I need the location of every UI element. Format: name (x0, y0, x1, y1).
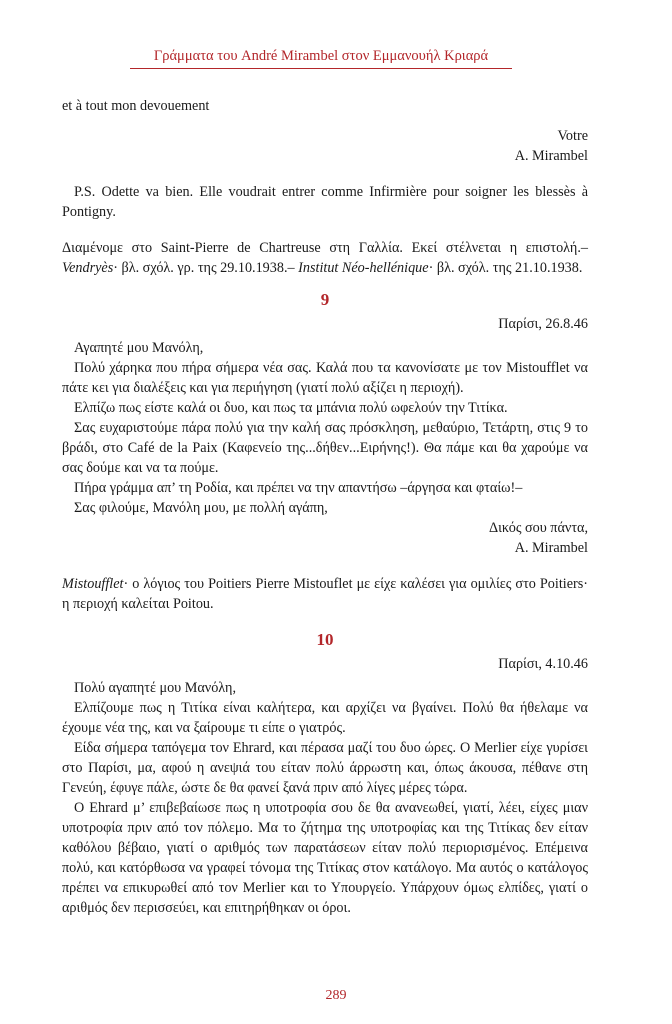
letter-paragraph: Ελπίζουμε πως η Τιτίκα είναι καλήτερα, και αρχίζει να βγαίνει. Πολύ θα ήθελαμε να έχουμε νέα της, και να ξαίρουμε τι είπε ο γιατρός. (62, 700, 588, 736)
letter-closing: et à tout mon devouement (62, 98, 210, 114)
commentary-note: Διαμένομε στο Saint-Pierre de Chartreuse στη Γαλλία. Εκεί στέλνεται η επιστολή.– Vendryès· βλ. σχόλ. γρ. της 29.10.1938.– Institut Néo-hellénique· βλ. σχόλ. της 21.10.1938. (62, 240, 588, 276)
letter-paragraph: Σας ευχαριστούμε πάρα πολύ για την καλή σας πρόσκληση, μεθαύριο, Τετάρτη, στις 9 το βράδι, στο Café de la Paix (Καφενείο της...δήθεν...Ειρήνης!). Θα πάμε και θα χαρούμε να σας δούμε και να τα πούμε. (62, 420, 588, 476)
signature-name: A. Mirambel (514, 148, 588, 164)
place-date: Παρίσι, 4.10.46 (498, 656, 588, 672)
page-body (62, 96, 588, 918)
place-date: Παρίσι, 26.8.46 (498, 316, 588, 332)
letter-number: 10 (316, 630, 334, 649)
postscript: P.S. Odette va bien. Elle voudrait entrer comme Infirmière pour soigner les blessès à Pontigny. (62, 184, 588, 220)
salutation: Πολύ αγαπητέ μου Μανόλη, (74, 680, 237, 696)
letter-paragraph: Σας φιλούμε, Μανόλη μου, με πολλή αγάπη, (74, 500, 328, 516)
letter-paragraph: Είδα σήμερα ταπόγεμα τον Ehrard, και πέρασα μαζί του δυο ώρες. Ο Merlier είχε γυρίσει στο Παρίσι, μα, αφού η ανεψιά του είταν πολύ άρρωστη και, όπως άκουσα, πέθανε στη Γενεύη, έφυγε πάλε, ώστε δε θα φανεί ξανά πριν από λίγες μέρες τώρα. (62, 740, 588, 796)
running-title: Γράμματα του André Mirambel στον Εμμανουήλ Κριαρά (153, 48, 489, 64)
letter-paragraph: Πολύ χάρηκα που πήρα σήμερα νέα σας. Καλά που τα κανονίσατε με τον Mistoufflet να πάτε κει για διαλέξεις και για περιήγηση (γιατί πολύ αξίζει η περιοχή). (62, 360, 588, 396)
commentary-note: Mistoufflet· ο λόγιος του Poitiers Pierre Mistouflet με είχε καλέσει για ομιλίες στο Poitiers· η περιοχή καλείται Poitou. (62, 576, 588, 612)
signature-name: A. Mirambel (514, 540, 588, 556)
letter-paragraph: Ο Ehrard μ’ επιβεβαίωσε πως η υποτροφία σου δε θα ανανεωθεί, γιατί, λέει, είχες μιαν υποτροφία πριν από τον πόλεμο. Μα το ζήτημα της υποτροφίας και της Τιτίκας δεν είταν καθόλου βέβαιο, γιατί ο αριθμός των παρατάσεων είταν πολύ περιορισμένος. Επέμεινα πολύ, και κατόρθωσα να γραφεί τόνομα της Τιτίκας στον κατάλογο. Μα αυτός ο κατάλογος πρέπει να επικυρωθεί από τον Merlier και το Υπουργείο. Υπάρχουν όμως ελπίδες, γιατί ο αριθμός δεν περισσεύει, και επιτηρήθηκαν οι όροι. (62, 800, 588, 916)
letter-number: 9 (320, 290, 330, 309)
page-number: 289 (325, 988, 347, 1003)
letter-paragraph: Πήρα γράμμα απ’ τη Ροδία, και πρέπει να την απαντήσω –άργησα και φταίω!– (74, 480, 523, 496)
salutation: Αγαπητέ μου Μανόλη, (74, 340, 204, 356)
letter-paragraph: Ελπίζω πως είστε καλά οι δυο, και πως τα μπάνια πολύ ωφελούν την Τιτίκα. (74, 400, 508, 416)
header-rule (130, 68, 512, 69)
signature-line: Votre (557, 128, 588, 144)
signature-line: Δικός σου πάντα, (488, 520, 588, 536)
